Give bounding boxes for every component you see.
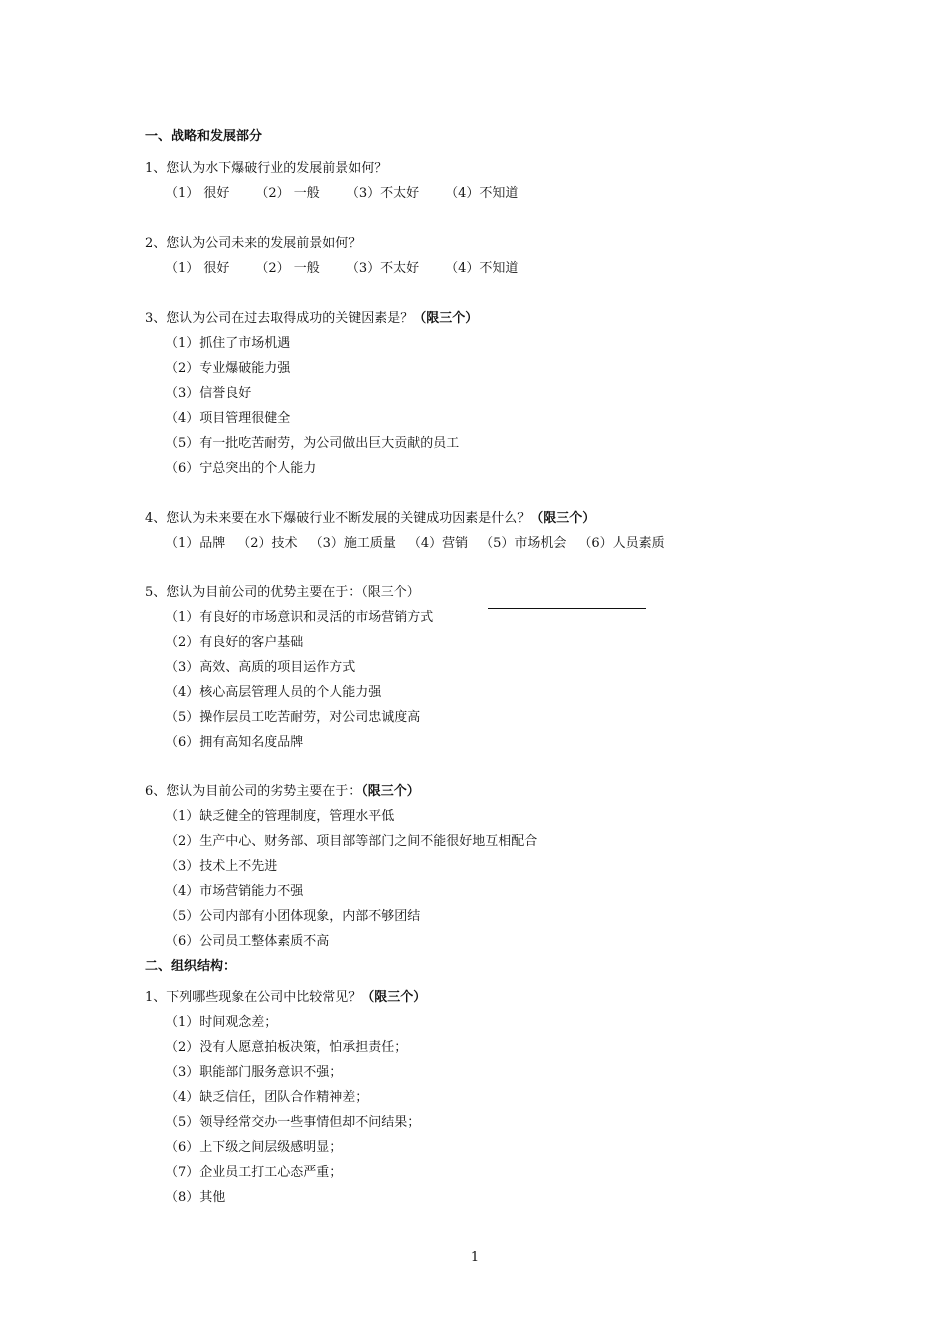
question-5-option: （3）高效、高质的项目运作方式 [165, 660, 356, 675]
question-2-options [165, 261, 518, 277]
question-3-option: （3）信誉良好 [165, 386, 252, 401]
question-5-option: （1）有良好的市场意识和灵活的市场营销方式 [165, 610, 434, 625]
question-6-text [145, 784, 420, 800]
question-3-limit: （限三个） [413, 311, 479, 326]
question-4-label: 4、您认为未来要在水下爆破行业不断发展的关键成功因素是什么？ [145, 511, 531, 526]
section2-question-1-option: （5）领导经常交办一些事情但却不问结果； [165, 1115, 421, 1130]
question-1-text: 1、您认为水下爆破行业的发展前景如何？ [145, 161, 388, 176]
question-6-label: 6、您认为目前公司的劣势主要在于： [145, 784, 362, 799]
option: （1） 很好 [165, 261, 230, 276]
question-3-option: （1）抓住了市场机遇 [165, 336, 291, 351]
option: （3）施工质量 [309, 536, 396, 551]
question-3-option: （4）项目管理很健全 [165, 411, 291, 426]
section2-question-1-option: （4）缺乏信任，团队合作精神差； [165, 1090, 369, 1105]
question-6-option: （3）技术上不先进 [165, 859, 278, 874]
question-3-option: （6）宁总突出的个人能力 [165, 461, 317, 476]
section-heading-organization: 二、组织结构： [145, 959, 237, 974]
question-6-option: （6）公司员工整体素质不高 [165, 934, 330, 949]
option: （3）不太好 [345, 186, 420, 201]
page-number: 1 [470, 1250, 480, 1265]
option: （2） 一般 [255, 186, 320, 201]
question-1-options [165, 186, 518, 202]
option: （2）技术 [237, 536, 298, 551]
underline-rule [488, 608, 646, 609]
question-2-text: 2、您认为公司未来的发展前景如何？ [145, 236, 362, 251]
question-3-text [145, 311, 478, 327]
question-5-option: （2）有良好的客户基础 [165, 635, 304, 650]
question-6-option: （4）市场营销能力不强 [165, 884, 304, 899]
section2-question-1-limit: （限三个） [361, 990, 427, 1005]
question-3-option: （5）有一批吃苦耐劳，为公司做出巨大贡献的员工 [165, 436, 460, 451]
question-3-label: 3、您认为公司在过去取得成功的关键因素是？ [145, 311, 414, 326]
question-5-text: 5、您认为目前公司的优势主要在于：（限三个） [145, 585, 420, 600]
section2-question-1-option: （7）企业员工打工心态严重； [165, 1165, 343, 1180]
section2-question-1-text [145, 990, 426, 1006]
option: （3）不太好 [345, 261, 420, 276]
question-4-options [165, 536, 665, 552]
question-6-option: （1）缺乏健全的管理制度，管理水平低 [165, 809, 395, 824]
option: （5）市场机会 [480, 536, 567, 551]
question-4-text [145, 511, 595, 527]
option: （1）品牌 [165, 536, 226, 551]
question-6-limit: （限三个） [361, 784, 420, 799]
question-3-option: （2）专业爆破能力强 [165, 361, 291, 376]
option: （4）不知道 [445, 186, 519, 201]
section2-question-1-label: 1、下列哪些现象在公司中比较常见？ [145, 990, 362, 1005]
option: （1） 很好 [165, 186, 230, 201]
section2-question-1-option: （2）没有人愿意拍板决策，怕承担责任； [165, 1040, 408, 1055]
option: （2） 一般 [255, 261, 320, 276]
question-6-option: （2）生产中心、财务部、项目部等部门之间不能很好地互相配合 [165, 834, 538, 849]
question-5-option: （4）核心高层管理人员的个人能力强 [165, 685, 382, 700]
section-heading-strategy: 一、战略和发展部分 [145, 129, 263, 144]
question-5-option: （6）拥有高知名度品牌 [165, 735, 304, 750]
option: （6）人员素质 [578, 536, 665, 551]
section2-question-1-option: （1）时间观念差； [165, 1015, 278, 1030]
question-6-option: （5）公司内部有小团体现象，内部不够团结 [165, 909, 421, 924]
section2-question-1-option: （3）职能部门服务意识不强； [165, 1065, 343, 1080]
question-5-option: （5）操作层员工吃苦耐劳，对公司忠诚度高 [165, 710, 421, 725]
section2-question-1-option: （8）其他 [165, 1190, 226, 1205]
question-4-limit: （限三个） [530, 511, 596, 526]
section2-question-1-option: （6）上下级之间层级感明显； [165, 1140, 343, 1155]
option: （4）不知道 [445, 261, 519, 276]
option: （4）营销 [407, 536, 469, 551]
